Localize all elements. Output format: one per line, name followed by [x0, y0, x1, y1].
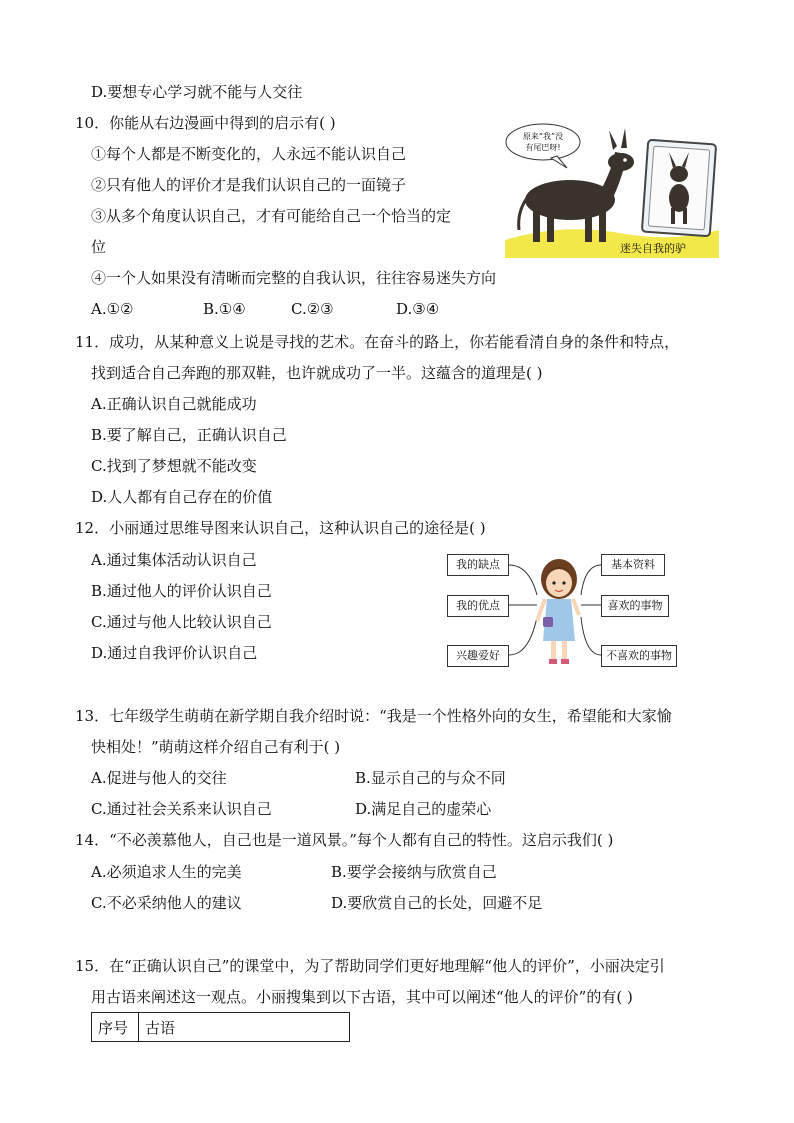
q11-option-a: A.正确认识自己就能成功 [91, 395, 257, 413]
q13-option-b: B.显示自己的与众不同 [355, 769, 506, 787]
q15-stem-line-1: 15．在“正确认识自己”的课堂中，为了帮助同学们更好地理解“他人的评价”，小丽决定引 [75, 957, 665, 975]
q10-option-a: A.①② [91, 300, 134, 318]
cartoon-bubble-line-1: 原来“我”没 [522, 132, 564, 141]
q11-option-c: C.找到了梦想就不能改变 [91, 457, 257, 475]
q9-option-d: D.要想专心学习就不能与人交往 [91, 83, 303, 101]
q14-option-d: D.要欣赏自己的长处，回避不足 [331, 894, 543, 912]
q12-option-b: B.通过他人的评价认识自己 [91, 582, 272, 600]
q10-stem: 10．你能从右边漫画中得到的启示有( ) [75, 114, 336, 132]
q12-option-c: C.通过与他人比较认识自己 [91, 613, 272, 631]
q10-statement-3b: 位 [91, 238, 107, 256]
mindmap-node-basic-info: 基本资料 [601, 554, 665, 576]
q13-option-d: D.满足自己的虚荣心 [355, 800, 492, 818]
q10-statement-1: ①每个人都是不断变化的，人永远不能认识自己 [91, 145, 407, 163]
q12-stem: 12．小丽通过思维导图来认识自己，这种认识自己的途径是( ) [75, 519, 486, 537]
q10-statement-4: ④一个人如果没有清晰而完整的自我认识，往往容易迷失方向 [91, 269, 497, 287]
q10-option-b: B.①④ [203, 300, 246, 318]
q14-option-c: C.不必采纳他人的建议 [91, 894, 242, 912]
cartoon-bubble-line-2: 有尾巴呀! [525, 143, 561, 152]
q11-stem-line-1: 11．成功，从某种意义上说是寻找的艺术。在奋斗的路上，你若能看清自身的条件和特点， [75, 333, 680, 351]
q10-statement-3a: ③从多个角度认识自己，才有可能给自己一个恰当的定 [91, 207, 452, 225]
mindmap-node-likes: 喜欢的事物 [601, 595, 669, 617]
q10-option-d: D.③④ [396, 300, 440, 318]
donkey-cartoon-image [505, 122, 719, 258]
q14-option-a: A.必须追求人生的完美 [91, 863, 242, 881]
table-header-row [92, 1013, 350, 1042]
cartoon-caption: 迷失自我的驴 [620, 242, 686, 255]
q11-option-b: B.要了解自己，正确认识自己 [91, 426, 287, 444]
q13-option-c: C.通过社会关系来认识自己 [91, 800, 272, 818]
q15-stem-line-2: 用古语来阐述这一观点。小丽搜集到以下古语，其中可以阐述“他人的评价”的有( ) [91, 988, 633, 1006]
q10-statement-2: ②只有他人的评价才是我们认识自己的一面镜子 [91, 176, 407, 194]
mindmap-node-hobbies: 兴趣爱好 [447, 645, 509, 667]
q12-option-a: A.通过集体活动认识自己 [91, 551, 257, 569]
q12-option-d: D.通过自我评价认识自己 [91, 644, 258, 662]
q14-option-b: B.要学会接纳与欣赏自己 [331, 863, 497, 881]
q11-option-d: D.人人都有自己存在的价值 [91, 488, 273, 506]
mind-map-diagram [445, 545, 680, 673]
q15-quote-table [91, 1012, 350, 1042]
q13-stem-line-1: 13．七年级学生萌萌在新学期自我介绍时说：“我是一个性格外向的女生，希望能和大家愉 [75, 707, 672, 725]
mindmap-node-dislikes: 不喜欢的事物 [601, 645, 677, 667]
q11-stem-line-2: 找到适合自己奔跑的那双鞋，也许就成功了一半。这蕴含的道理是( ) [91, 364, 543, 382]
table-header-index: 序号 [92, 1013, 139, 1042]
table-header-quote: 古语 [139, 1013, 350, 1042]
q13-option-a: A.促进与他人的交往 [91, 769, 227, 787]
q13-stem-line-2: 快相处！”萌萌这样介绍自己有利于( ) [91, 738, 341, 756]
q14-stem: 14．“不必羡慕他人，自己也是一道风景。”每个人都有自己的特性。这启示我们( ) [75, 831, 614, 849]
mindmap-node-shortcomings: 我的缺点 [447, 554, 509, 576]
mindmap-node-strengths: 我的优点 [447, 595, 509, 617]
q10-option-c: C.②③ [291, 300, 334, 318]
